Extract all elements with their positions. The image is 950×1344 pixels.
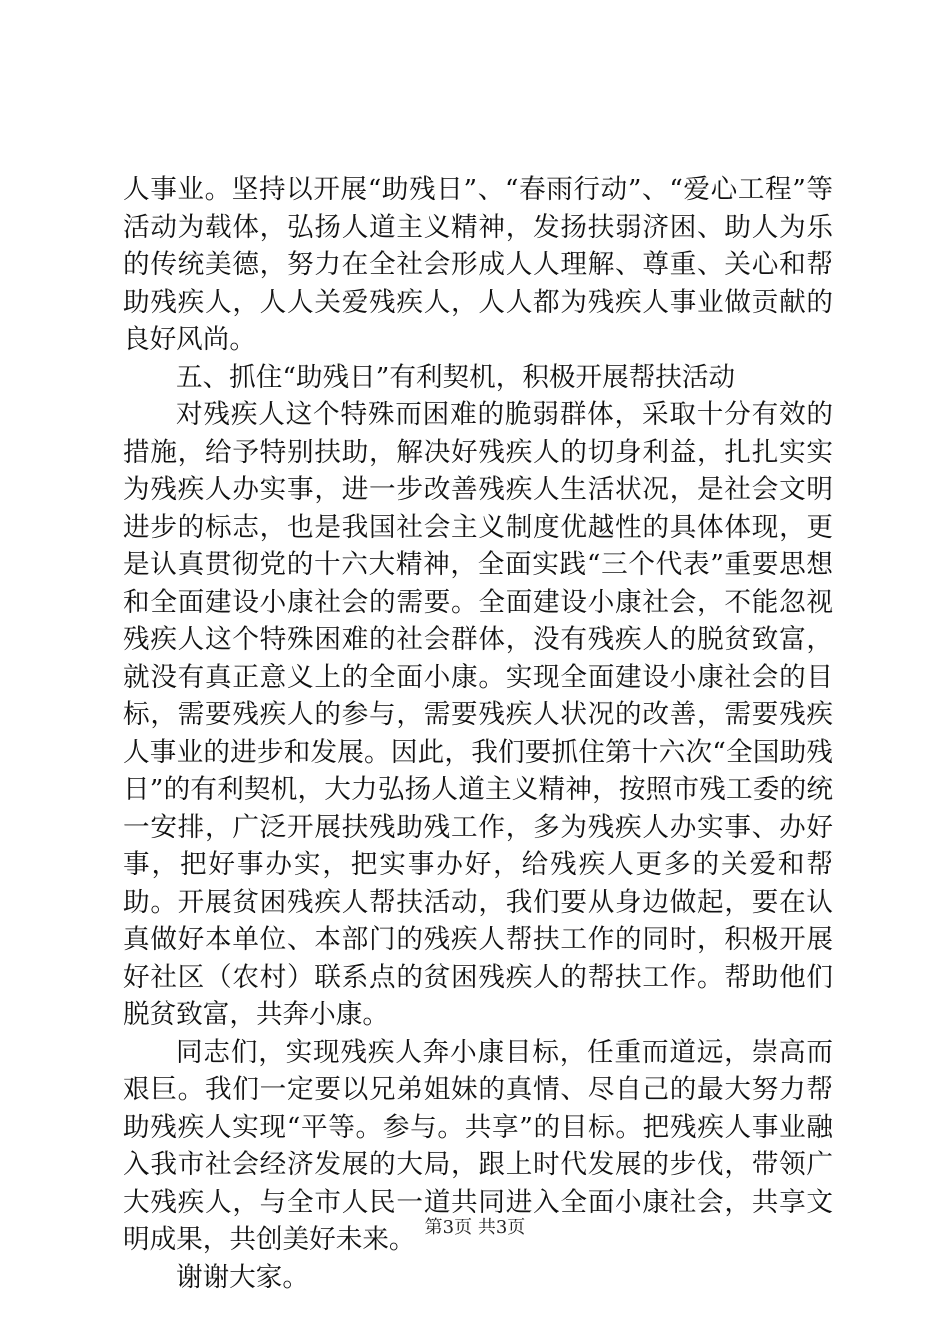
paragraph-thanks: 谢谢大家。 [176, 1261, 309, 1293]
document-body [123, 171, 833, 1296]
section-heading: 五、抓住“助残日”有利契机，积极开展帮扶活动 [176, 361, 736, 393]
page-footer: 第3页 共3页 [424, 1217, 526, 1238]
paragraph-closing: 同志们，实现残疾人奔小康目标，任重而道远，崇高而艰巨。我们一定要以兄弟姐妹的真情、尽自己的最大努力帮助残疾人实现“平等。参与。共享”的目标。把残疾人事业融入我市社会经济发展的大局，跟上时代发展的步伐，带领广大残疾人，与全市人民一道共同进入全面小康社会，共享文明成果，共创美好未来。 [123, 1036, 833, 1255]
paragraph-body: 对残疾人这个特殊而困难的脆弱群体，采取十分有效的措施，给予特别扶助，解决好残疾人的切身利益，扎扎实实为残疾人办实事，进一步改善残疾人生活状况，是社会文明进步的标志，也是我国社会主义制度优越性的具体体现，更是认真贯彻党的十六大精神，全面实践“三个代表”重要思想和全面建设小康社会的需要。全面建设小康社会，不能忽视残疾人这个特殊困难的社会群体，没有残疾人的脱贫致富，就没有真正意义上的全面小康。实现全面建设小康社会的目标，需要残疾人的参与，需要残疾人状况的改善，需要残疾人事业的进步和发展。因此，我们要抓住第十六次“全国助残日”的有利契机，大力弘扬人道主义精神，按照市残工委的统一安排，广泛开展扶残助残工作，多为残疾人办实事、办好事，把好事办实，把实事办好，给残疾人更多的关爱和帮助。开展贫困残疾人帮扶活动，我们要从身边做起，要在认真做好本单位、本部门的残疾人帮扶工作的同时，积极开展好社区（农村）联系点的贫困残疾人的帮扶工作。帮助他们脱贫致富，共奔小康。 [123, 399, 833, 1030]
paragraph-continuation: 人事业。坚持以开展“助残日”、“春雨行动”、“爱心工程”等活动为载体，弘扬人道主义精神，发扬扶弱济困、助人为乐的传统美德，努力在全社会形成人人理解、尊重、关心和帮助残疾人，人人关爱残疾人，人人都为残疾人事业做贡献的良好风尚。 [123, 174, 833, 355]
